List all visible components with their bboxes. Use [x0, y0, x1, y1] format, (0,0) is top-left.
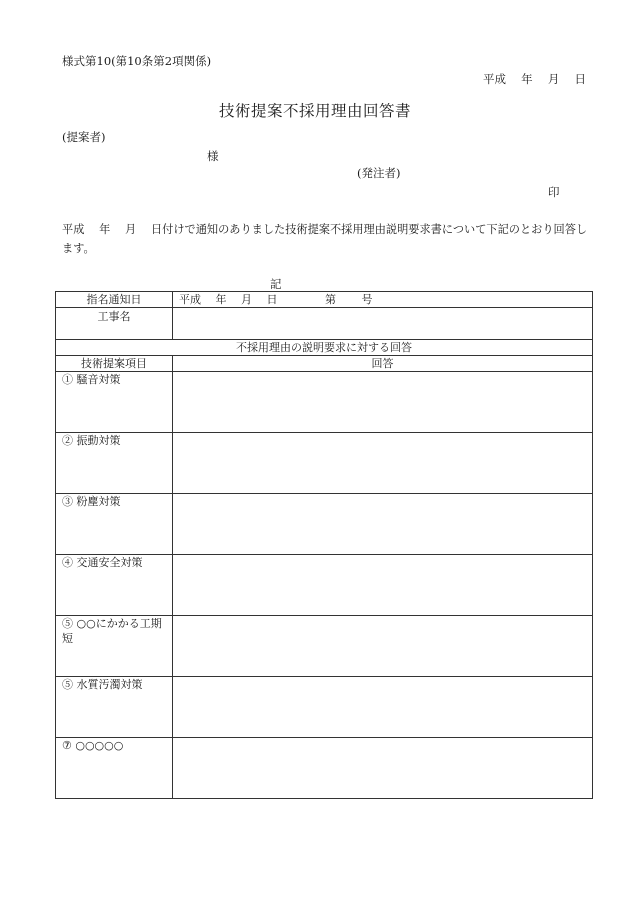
table-row — [56, 494, 593, 555]
table-row — [56, 677, 593, 738]
form-number: 様式第10(第10条第2項関係) — [62, 54, 212, 68]
item-label: ② 振動対策 — [56, 433, 173, 494]
table-row — [56, 738, 593, 799]
column-header-row — [56, 356, 593, 372]
notice-value[interactable]: 平成 年 月 日 第 号 — [173, 292, 593, 308]
table-row — [56, 433, 593, 494]
notice-label: 指名通知日 — [56, 292, 173, 308]
table-row — [56, 372, 593, 433]
ki-heading: 記 — [270, 277, 282, 291]
answer-cell[interactable] — [173, 677, 593, 738]
answer-cell[interactable] — [173, 494, 593, 555]
table-row — [56, 555, 593, 616]
honorific: 様 — [207, 149, 219, 163]
koji-row — [56, 308, 593, 340]
koji-value[interactable] — [173, 308, 593, 340]
col-item-header: 技術提案項目 — [56, 356, 173, 372]
issuer-label: (発注者) — [357, 166, 401, 180]
answer-table — [55, 291, 593, 799]
section-heading: 不採用理由の説明要求に対する回答 — [56, 340, 593, 356]
seal-mark: 印 — [548, 185, 560, 199]
answer-cell[interactable] — [173, 738, 593, 799]
item-label: ④ 交通安全対策 — [56, 555, 173, 616]
notice-row — [56, 292, 593, 308]
proposer-label: (提案者) — [62, 130, 106, 144]
section-heading-row — [56, 340, 593, 356]
col-answer-header: 回答 — [173, 356, 593, 372]
answer-cell[interactable] — [173, 433, 593, 494]
answer-cell[interactable] — [173, 372, 593, 433]
document-title: 技術提案不採用理由回答書 — [218, 102, 411, 120]
body-paragraph: 平成 年 月 日付けで通知のありました技術提案不採用理由説明要求書について下記のとおり回答します。 — [62, 223, 588, 255]
table-row — [56, 616, 593, 677]
item-label: ③ 粉塵対策 — [56, 494, 173, 555]
item-label: ⑦ ○○○○○ — [56, 738, 173, 799]
koji-label: 工事名 — [56, 308, 173, 340]
item-label: ⑤ ○○にかかる工期短 — [56, 616, 173, 677]
item-label: ① 騒音対策 — [56, 372, 173, 433]
answer-cell[interactable] — [173, 555, 593, 616]
date-line: 平成 年 月 日 — [483, 72, 586, 86]
answer-cell[interactable] — [173, 616, 593, 677]
item-label: ⑤ 水質汚濁対策 — [56, 677, 173, 738]
